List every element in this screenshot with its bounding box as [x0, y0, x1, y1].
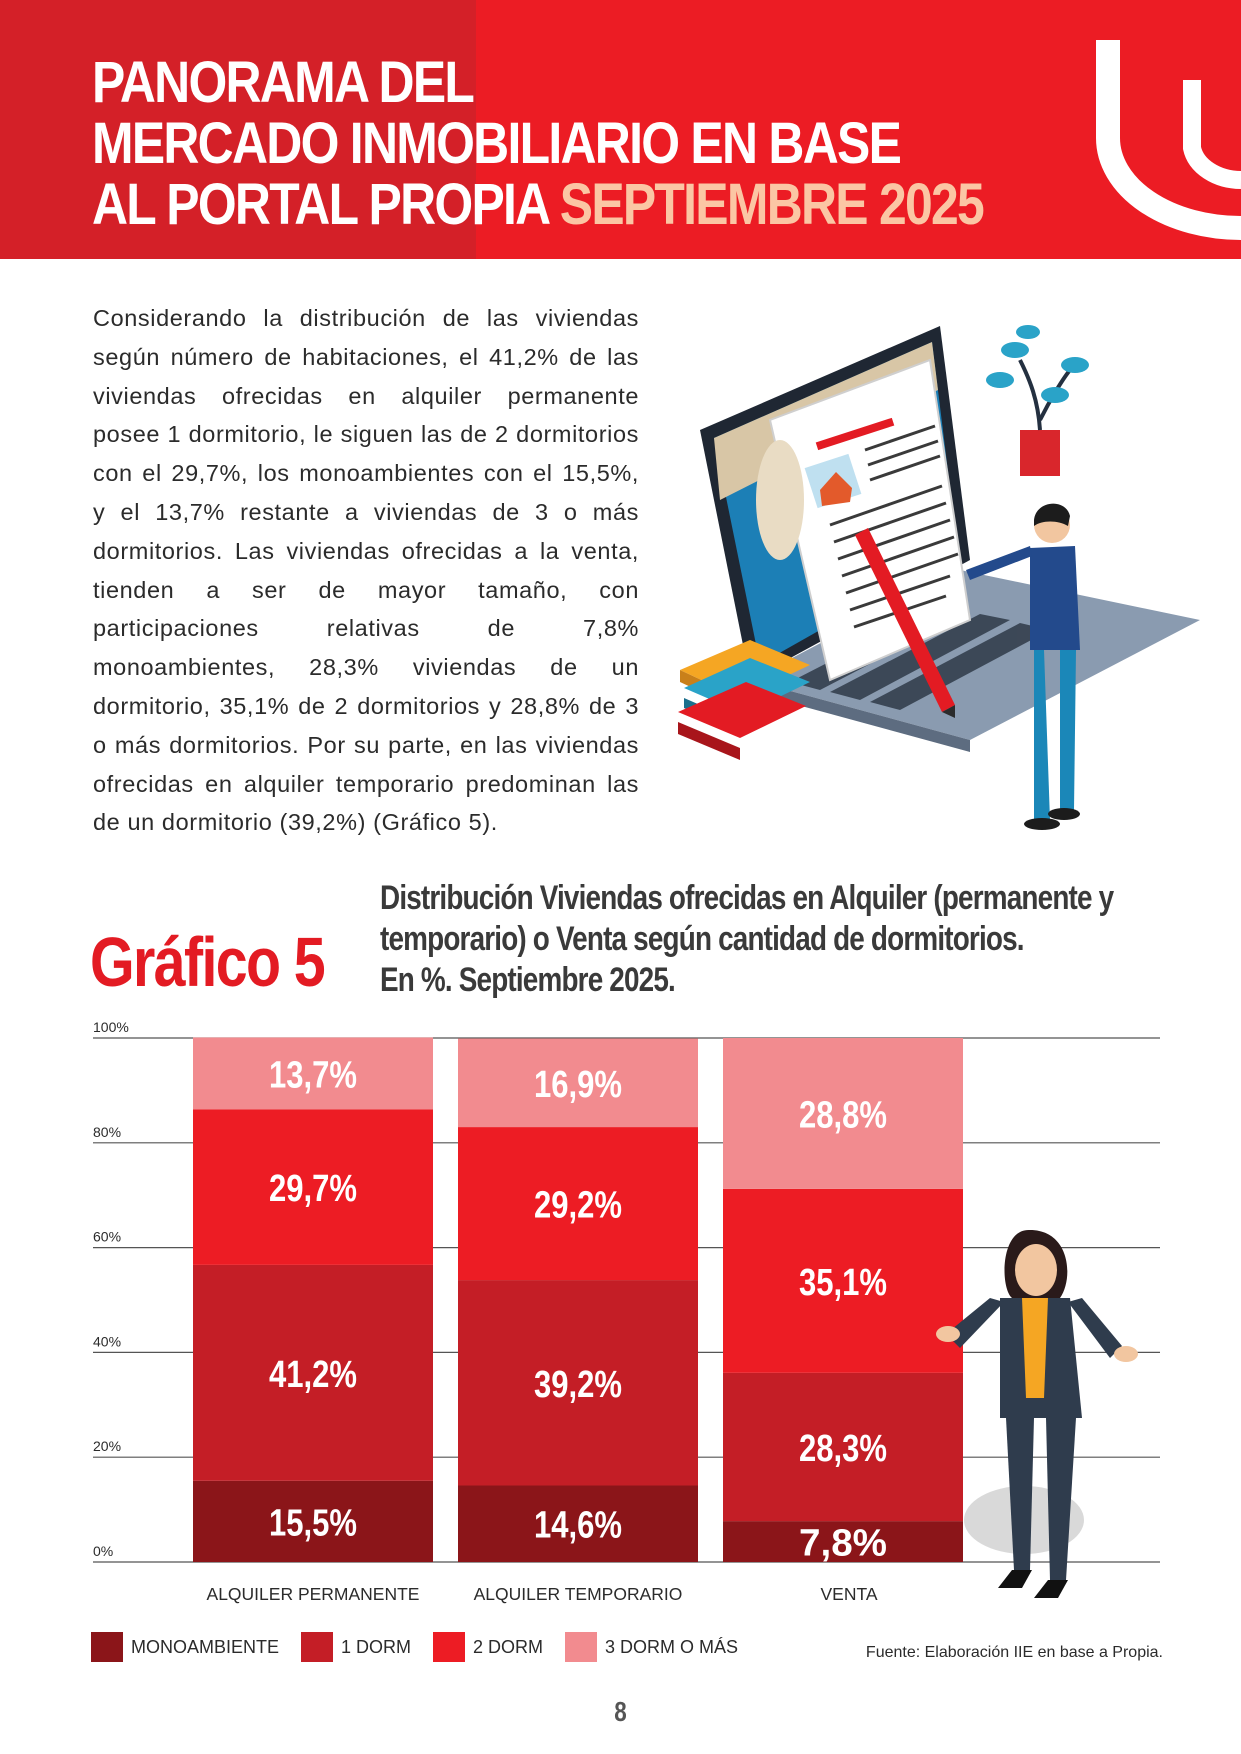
data-label: 7,8% [799, 1522, 887, 1565]
y-tick-label: 40% [93, 1333, 122, 1350]
data-label: 28,8% [799, 1094, 887, 1137]
legend-item-monoambiente [91, 1632, 279, 1662]
data-label: 15,5% [269, 1502, 357, 1545]
data-label: 29,2% [534, 1184, 622, 1227]
data-label: 28,3% [799, 1427, 887, 1470]
books-icon [678, 640, 810, 760]
legend-swatch-monoambiente [91, 1632, 123, 1662]
title-line-1: PANORAMA DEL [92, 50, 474, 115]
source-note: Fuente: Elaboración IIE en base a Propia. [865, 1644, 1163, 1661]
y-tick-label: 20% [93, 1438, 122, 1455]
legend-item-2-dorm [433, 1632, 543, 1662]
data-label: 41,2% [269, 1353, 357, 1396]
data-label: 29,7% [269, 1168, 357, 1211]
legend-label-monoambiente: MONOAMBIENTE [131, 1636, 280, 1657]
legend-item-3-dorm-o-mas [565, 1632, 738, 1662]
graphic-title-line-3: En %. Septiembre 2025. [380, 961, 675, 999]
data-label: 39,2% [534, 1363, 622, 1406]
y-tick-label: 100% [93, 1019, 129, 1035]
legend-label-2-dorm: 2 DORM [473, 1636, 544, 1657]
legend-label-3-dorm-o-mas: 3 DORM O MÁS [605, 1636, 739, 1657]
stacked-bar-chart [0, 1000, 1241, 1604]
legend-swatch-3-dorm-o-mas [565, 1632, 597, 1662]
legend-label-1-dorm: 1 DORM [341, 1636, 412, 1657]
page-number: 8 [614, 1696, 627, 1727]
legend-swatch-1-dorm [301, 1632, 333, 1662]
category-label: ALQUILER PERMANENTE [206, 1584, 420, 1604]
graphic-title [380, 878, 1114, 1001]
y-tick-label: 80% [93, 1123, 122, 1140]
header-banner [0, 0, 1241, 259]
title-line-3: AL PORTAL PROPIA [92, 172, 548, 237]
graphic-label: Gráfico 5 [90, 923, 325, 1001]
legend-item-1-dorm [301, 1632, 411, 1662]
data-label: 13,7% [269, 1054, 357, 1097]
y-tick-label: 60% [93, 1228, 122, 1245]
laptop-document-illustration-icon [670, 320, 1210, 840]
graphic-title-line-1: Distribución Viviendas ofrecidas en Alquiler (permanente y [380, 879, 1114, 917]
plant-icon [986, 325, 1089, 476]
graphic-title-line-2: temporario) o Venta según cantidad de dormitorios. [380, 920, 1024, 958]
page-title [92, 52, 983, 235]
data-label: 16,9% [534, 1063, 622, 1106]
y-tick-label: 0% [93, 1543, 114, 1559]
category-label: ALQUILER TEMPORARIO [473, 1584, 683, 1604]
data-label: 14,6% [534, 1504, 622, 1547]
chart-legend [91, 1632, 760, 1662]
intro-paragraph: Considerando la distribución de las viviendas según número de habitaciones, el 41,2% de las viviendas ofrecidas en alquiler permanente posee 1 dormitorio, le siguen las de 2 dormitorios con el 29,7%, los monoambientes con el 15,5%, y el 13,7% restante a viviendas de 3 o más dormitorios. Las viviendas ofrecidas a la venta, tienden a ser de mayor tamaño, con participaciones relativas de 7,8% monoambientes, 28,3% viviendas de un dormitorio, 35,1% de 2 dormitorios y 28,8% de 3 o más dormitorios. Por su parte, en las viviendas ofrecidas en alquiler temporario predominan las de un dormitorio (39,2%) (Gráfico 5). [93, 305, 639, 836]
legend-swatch-2-dorm [433, 1632, 465, 1662]
category-label: VENTA [820, 1584, 878, 1604]
title-date: SEPTIEMBRE 2025 [559, 172, 984, 237]
data-label: 35,1% [799, 1261, 887, 1304]
presenter-woman-icon [936, 1230, 1138, 1598]
title-line-2: MERCADO INMOBILIARIO EN BASE [92, 111, 901, 176]
propia-logo-icon [1100, 20, 1241, 242]
